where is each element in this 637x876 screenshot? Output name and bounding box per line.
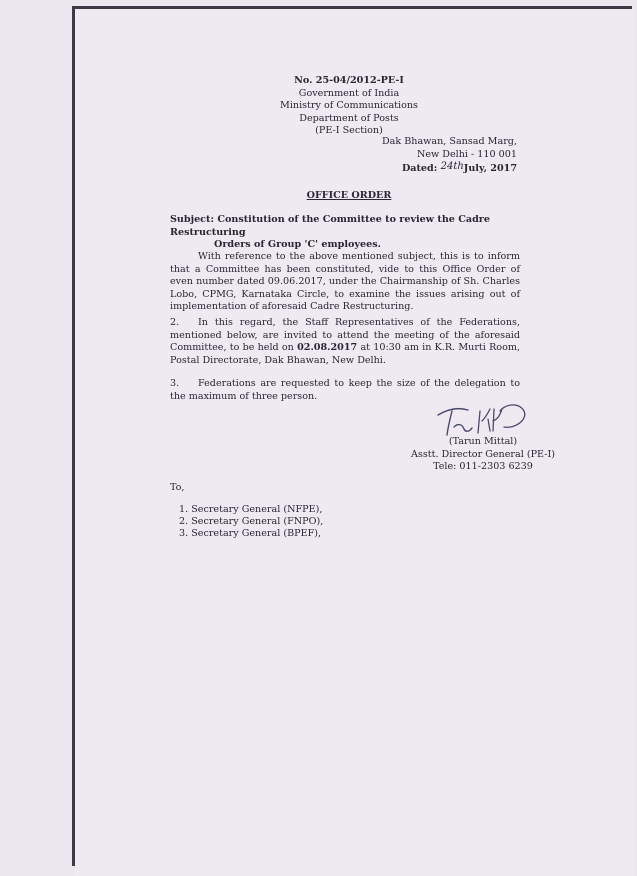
- signatory-telephone: Tele: 011-2303 6239: [433, 461, 533, 473]
- document-page: [75, 9, 635, 876]
- address-line-1: Dak Bhawan, Sansad Marg,: [381, 136, 517, 147]
- dated-month-year: July, 2017: [463, 163, 517, 175]
- signatory-block: [411, 436, 555, 474]
- handwritten-day: 24th: [440, 161, 464, 173]
- handwritten-signature: [430, 397, 530, 439]
- ministry-line: Ministry of Communications: [280, 100, 418, 112]
- paragraph-2-number: 2.: [170, 317, 180, 328]
- list-item: 2. Secretary General (FNPO),: [179, 516, 324, 528]
- signatory-designation: Asstt. Director General (PE-I): [410, 448, 555, 460]
- subject-line-1: Subject: Constitution of the Committee to review the Cadre Restructuring: [170, 214, 490, 238]
- section-line: (PE-I Section): [315, 125, 383, 137]
- subject-block: [170, 214, 520, 252]
- letter-header: [75, 75, 623, 138]
- paragraph-2-text-b: at 10:30 am in K.R. Murti Room, Postal Directorate, Dak Bhawan, New Delhi.: [170, 342, 520, 366]
- office-order-title: OFFICE ORDER: [306, 190, 392, 201]
- address-block: [382, 136, 517, 176]
- list-item: 1. Secretary General (NFPE),: [179, 504, 323, 515]
- paragraph-1: With reference to the above mentioned subject, this is to inform that a Committee has been constituted, vide to this Office Order of even number dated 09.06.2017, under the Chairmanship of Sh. Charles Lobo, CPMG, Karnataka Circle, to examine the issues arising out of implementation of aforesaid Cadre Restructuring.: [170, 251, 520, 313]
- recipient-list: [179, 504, 323, 541]
- signatory-name: (Tarun Mittal): [448, 436, 518, 447]
- address-line-2: New Delhi - 110 001: [416, 148, 517, 160]
- meeting-date: 02.08.2017: [297, 342, 358, 354]
- department-line: Department of Posts: [299, 112, 399, 124]
- paragraph-2: [170, 317, 520, 367]
- dated-line: [382, 161, 517, 176]
- file-number: No. 25-04/2012-PE-I: [294, 75, 404, 86]
- subject-line-2: Orders of Group 'C' employees.: [214, 239, 381, 251]
- to-label: To,: [170, 482, 185, 493]
- paragraph-3-text: Federations are requested to keep the size of the delegation to the maximum of three person.: [170, 378, 520, 402]
- paragraph-3-number: 3.: [170, 378, 180, 389]
- paragraph-2-text-a: In this regard, the Staff Representatives of the Federations, mentioned below, are invited to attend the meeting of the aforesaid Committee, to be held on: [170, 317, 520, 354]
- government-line: Government of India: [298, 87, 400, 99]
- dated-label: Dated:: [401, 163, 438, 175]
- list-item: 3. Secretary General (BPEF),: [179, 528, 322, 540]
